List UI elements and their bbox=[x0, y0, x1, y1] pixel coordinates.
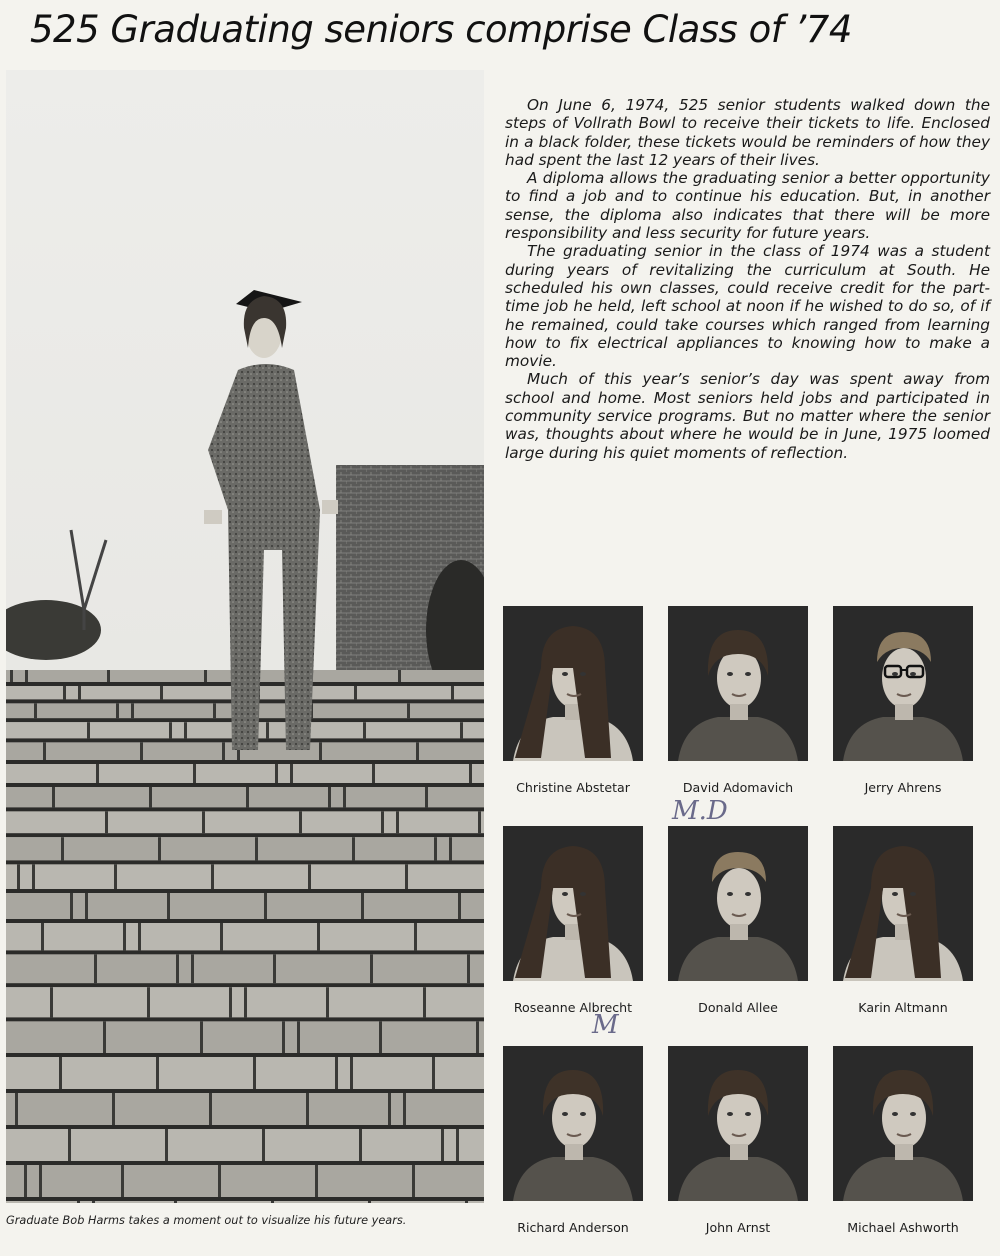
senior-name: David Adomavich bbox=[682, 780, 794, 795]
article-paragraph: Much of this year’s senior’s day was spent away from school and home. Most seniors held jobs and participated in community service programs. But no matter where the senior was, thoughts about where he would be in June, 1975 loomed large during his quiet moments of reflection. bbox=[505, 370, 990, 462]
article-paragraph: A diploma allows the graduating senior a better opportunity to find a job and to continue his education. But, in another sense, the diploma also indicates that there will be more responsibility and less security for future years. bbox=[505, 169, 990, 243]
pencil-annotation: M bbox=[592, 1010, 619, 1040]
senior-name: John Arnst bbox=[705, 1220, 771, 1235]
senior-portrait-photo bbox=[833, 826, 973, 981]
photo-caption: Graduate Bob Harms takes a moment out to visualize his future years. bbox=[6, 1214, 407, 1227]
graduate-on-stairs-photo bbox=[6, 70, 484, 1203]
senior-name: Jerry Ahrens bbox=[864, 780, 942, 795]
article-body bbox=[505, 96, 990, 462]
stairs-illustration bbox=[6, 70, 484, 1203]
article-paragraph: On June 6, 1974, 525 senior students walked down the steps of Vollrath Bowl to receive their tickets to life. Enclosed in a black folder, these tickets would be reminders of how they had spent the last 12 years of their lives. bbox=[505, 96, 990, 169]
senior-portrait-photo bbox=[503, 826, 643, 981]
senior-portrait-photo bbox=[668, 826, 808, 981]
senior-name: Richard Anderson bbox=[517, 1220, 629, 1235]
pencil-annotation: M.D bbox=[672, 796, 728, 826]
senior-portrait-photo bbox=[503, 1046, 643, 1201]
senior-name: Christine Abstetar bbox=[516, 780, 630, 795]
senior-portrait-photo bbox=[668, 1046, 808, 1201]
senior-name: Donald Allee bbox=[698, 1000, 778, 1015]
senior-name: Michael Ashworth bbox=[847, 1220, 959, 1235]
headline: 525 Graduating seniors comprise Class of ’74 bbox=[30, 8, 852, 51]
senior-portrait-photo bbox=[833, 606, 973, 761]
senior-portrait-photo bbox=[503, 606, 643, 761]
article-paragraph: The graduating senior in the class of 1974 was a student during years of revitalizing the curriculum at South. He scheduled his own classes, could receive credit for the part-time job he held, left school at noon if he wished to do so, of if he remained, could take courses which ranged from learning how to fix electrical appliances to knowing how to make a movie. bbox=[505, 242, 990, 371]
senior-name: Roseanne Albrecht bbox=[513, 1000, 633, 1015]
senior-name: Karin Altmann bbox=[858, 1000, 948, 1015]
senior-portrait-photo bbox=[668, 606, 808, 761]
senior-portrait-photo bbox=[833, 1046, 973, 1201]
